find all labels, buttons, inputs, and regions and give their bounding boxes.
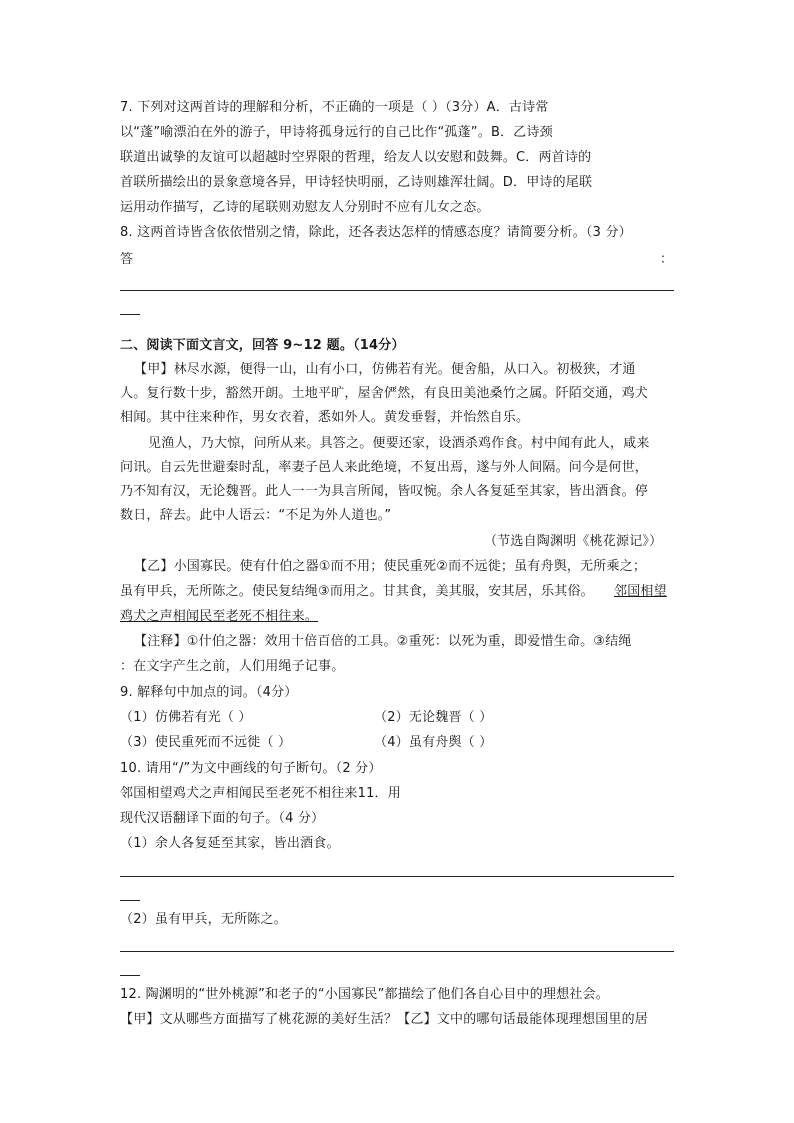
q11-sentence-1: （1）余人各复延至其家，皆出酒食。: [120, 836, 340, 851]
q7-line-5: 运用动作描写，乙诗的尾联则劝慰友人分别时不应有儿女之态。: [120, 200, 490, 215]
yi-line-2: 虽有甲兵，无所陈之。使民复结绳③而用之。甘其食，美其服，安其居，乐其俗。: [120, 584, 594, 599]
q12-line-2: 【甲】文从哪些方面描写了桃花源的美好生活？【乙】文中的哪句话最能体现理想国里的居: [120, 1012, 649, 1027]
jia-line-3: 相闻。其中往来种作，男女衣着，悉如外人。黄发垂髫，并怡然自乐。: [120, 410, 530, 425]
q11-answer-line-2-tail: [120, 975, 140, 976]
notes-line-2: ：在文字产生之前，人们用绳子记事。: [120, 659, 345, 674]
q9-item-1: （1）仿佛若有光（ ）: [120, 710, 252, 725]
q10-stem: 10. 请用“/”为文中画线的句子断句。（2 分）: [120, 761, 382, 776]
q7-line-4: 首联所描绘出的景象意境各异，甲诗轻快明丽，乙诗则雄浑壮阔。D．甲诗的尾联: [120, 175, 593, 190]
q11-answer-line-2[interactable]: [120, 951, 674, 952]
jia-line-4: 见渔人，乃大惊，问所从来。具答之。便要还家，设酒杀鸡作食。村中闻有此人，咸来: [148, 436, 650, 451]
q8-answer-colon: ：: [660, 252, 674, 267]
section-heading: 二、阅读下面文言文，回答 9~12 题。（14分）: [120, 338, 405, 353]
q10-sentence: 邻国相望鸡犬之声相闻民至老死不相往来11．用: [120, 786, 401, 801]
q8-answer-line-tail: [120, 314, 140, 315]
q9-item-2: （2）无论魏晋（ ）: [374, 710, 493, 725]
yi-underlined-sentence-start: 邻国相望: [614, 584, 667, 599]
jia-line-6: 乃不知有汉，无论魏晋。此人一一为具言所闻，皆叹惋。余人各复延至其家，皆出酒食。停: [120, 484, 649, 499]
q11-stem: 现代汉语翻译下面的句子。（4 分）: [120, 811, 325, 826]
jia-source: （节选自陶渊明《桃花源记》）: [484, 534, 663, 549]
q12-line-1: 12. 陶渊明的“世外桃源”和老子的“小国寡民”都描绘了他们各自心目中的理想社会。: [120, 987, 609, 1002]
q9-item-3: （3）使民重死而不远徙（ ）: [120, 735, 292, 750]
q9-stem: 9. 解释句中加点的词。（4分）: [120, 685, 298, 700]
q11-sentence-2: （2）虽有甲兵，无所陈之。: [120, 912, 287, 927]
q8-answer-line[interactable]: [120, 290, 674, 291]
jia-line-1: 【甲】林尽水源，便得一山，山有小口，仿佛若有光。便舍船，从口入。初极狭，才通: [134, 362, 636, 377]
q11-answer-line-1[interactable]: [120, 876, 674, 877]
q8-question: 8. 这两首诗皆含依依惜别之情，除此，还各表达怎样的情感态度？请简要分析。（3 分）: [120, 225, 632, 240]
q11-answer-line-1-tail: [120, 900, 140, 901]
q9-item-4: （4）虽有舟舆（ ）: [374, 735, 493, 750]
jia-line-5: 问讯。自云先世避秦时乱，率妻子邑人来此绝境，不复出焉，遂与外人间隔。问今是何世，: [120, 460, 649, 475]
notes-line-1: 【注释】①什伯之器：效用十倍百倍的工具。②重死：以死为重，即爱惜生命。③结绳: [134, 634, 632, 649]
jia-line-2: 人。复行数十步，豁然开朗。土地平旷，屋舍俨然，有良田美池桑竹之属。阡陌交通，鸡犬: [120, 386, 649, 401]
yi-underlined-sentence-end: 鸡犬之声相闻民至老死不相往来。: [120, 609, 319, 624]
q7-line-2: 以“蓬”喻漂泊在外的游子，甲诗将孤身远行的自己比作“孤蓬”。B．乙诗颈: [120, 125, 553, 140]
q7-line-3: 联道出诚挚的友谊可以超越时空界限的哲理，给友人以安慰和鼓舞。C．两首诗的: [120, 150, 592, 165]
q7-line-1: 7. 下列对这两首诗的理解和分析，不正确的一项是（ ）（3分）A．古诗常: [120, 100, 549, 115]
jia-line-7: 数日，辞去。此中人语云：“不足为外人道也。”: [120, 508, 392, 523]
q8-answer-label: 答: [120, 252, 134, 267]
yi-line-1: 【乙】小国寡民。使有什伯之器①而不用；使民重死②而不远徙；虽有舟舆，无所乘之；: [134, 559, 647, 574]
